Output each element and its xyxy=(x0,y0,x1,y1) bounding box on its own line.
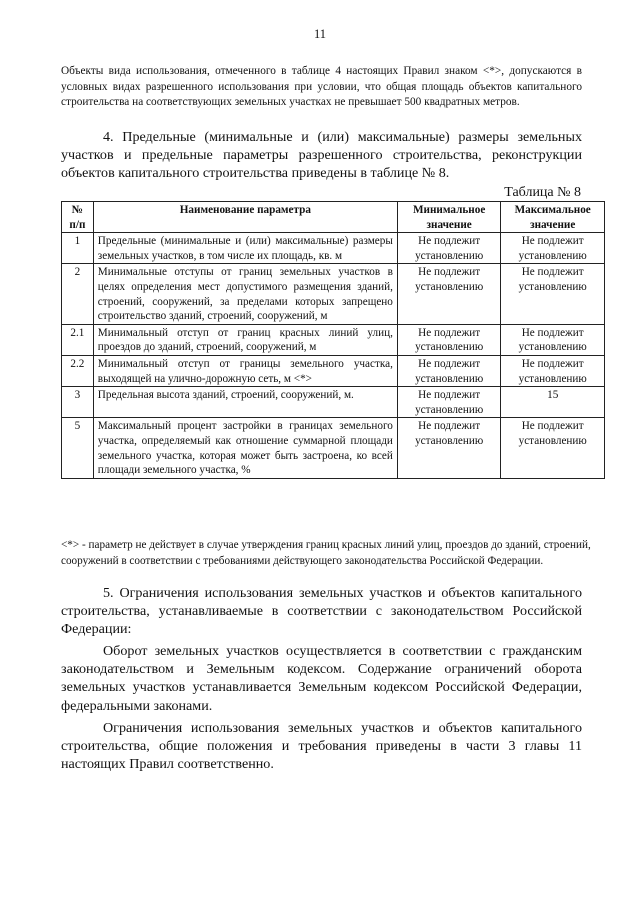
row-min: Не подлежит установлению xyxy=(397,418,501,478)
row-num: 1 xyxy=(62,233,94,264)
row-max: Не подлежит установлению xyxy=(501,418,605,478)
turnover-paragraph: Оборот земельных участков осуществляется в соответствии с гражданским законодательством и Земельным кодексом. Содержание ограничений оборота земельных участков устанавливается Земельным кодексом Российской Федерации, федеральными законами. xyxy=(61,643,582,714)
row-min: Не подлежит установлению xyxy=(397,264,501,324)
row-min: Не подлежит установлению xyxy=(397,233,501,264)
row-min: Не подлежит установлению xyxy=(397,324,501,355)
table-row xyxy=(62,264,605,324)
row-max: Не подлежит установлению xyxy=(501,324,605,355)
table-row xyxy=(62,355,605,386)
table-row xyxy=(62,418,605,478)
row-max: Не подлежит установлению xyxy=(501,264,605,324)
row-name: Предельные (минимальные и (или) максимальные) размеры земельных участков, в том числе их площадь, кв. м xyxy=(93,233,397,264)
page-number: 11 xyxy=(313,27,327,41)
row-min: Не подлежит установлению xyxy=(397,355,501,386)
row-name: Минимальный отступ от границ красных линий улиц, проездов до зданий, строений, сооружений, м xyxy=(93,324,397,355)
row-max: Не подлежит установлению xyxy=(501,355,605,386)
section-5-paragraph: 5. Ограничения использования земельных участков и объектов капитального строительства, устанавливаемые в соответствии с законодательством Российской Федерации: xyxy=(61,585,582,638)
row-name: Максимальный процент застройки в границах земельного участка, определяемый как отношение суммарной площади земельного участка, которая может быть застроена, ко всей площади земельного участка, % xyxy=(93,418,397,478)
header-name: Наименование параметра xyxy=(93,202,397,233)
table-row xyxy=(62,324,605,355)
table-row xyxy=(62,233,605,264)
row-name: Минимальные отступы от границ земельных участков в целях определения мест допустимого размещения зданий, строений, сооружений, за пределами которых запрещено строительство зданий, строений, сооружений, м xyxy=(93,264,397,324)
row-name: Предельная высота зданий, строений, сооружений, м. xyxy=(93,387,397,418)
row-num: 2.2 xyxy=(62,355,94,386)
table-header-row xyxy=(62,202,605,233)
table-row xyxy=(62,387,605,418)
table-footnote: <*> - параметр не действует в случае утверждения границ красных линий улиц, проездов до зданий, строений, сооружений в соответствии с требованиями действующего законодательства Российской Федерации. xyxy=(61,539,591,567)
row-num: 2.1 xyxy=(62,324,94,355)
restrictions-paragraph: Ограничения использования земельных участков и объектов капитального строительства, общие положения и требования приведены в части 3 главы 11 настоящих Правил соответственно. xyxy=(61,720,582,773)
row-max: 15 xyxy=(501,387,605,418)
header-num: № п/п xyxy=(62,202,94,233)
header-min: Минимальное значение xyxy=(397,202,501,233)
header-max: Максимальное значение xyxy=(501,202,605,233)
parameters-table xyxy=(61,201,605,479)
row-num: 2 xyxy=(62,264,94,324)
section-4-paragraph: 4. Предельные (минимальные и (или) максимальные) размеры земельных участков и предельные параметры разрешенного строительства, реконструкции объектов капитального строительства приведены в таблице № 8. xyxy=(61,129,582,182)
intro-paragraph: Объекты вида использования, отмеченного в таблице 4 настоящих Правил знаком <*>, допускаются в условных видах разрешенного использования при условии, что общая площадь объектов капитального строительства на соответствующих земельных участках не превышает 500 квадратных метров. xyxy=(61,65,582,109)
row-num: 3 xyxy=(62,387,94,418)
table-caption: Таблица № 8 xyxy=(504,185,581,200)
row-min: Не подлежит установлению xyxy=(397,387,501,418)
row-num: 5 xyxy=(62,418,94,478)
row-name: Минимальный отступ от границы земельного участка, выходящей на улично-дорожную сеть, м <*> xyxy=(93,355,397,386)
row-max: Не подлежит установлению xyxy=(501,233,605,264)
